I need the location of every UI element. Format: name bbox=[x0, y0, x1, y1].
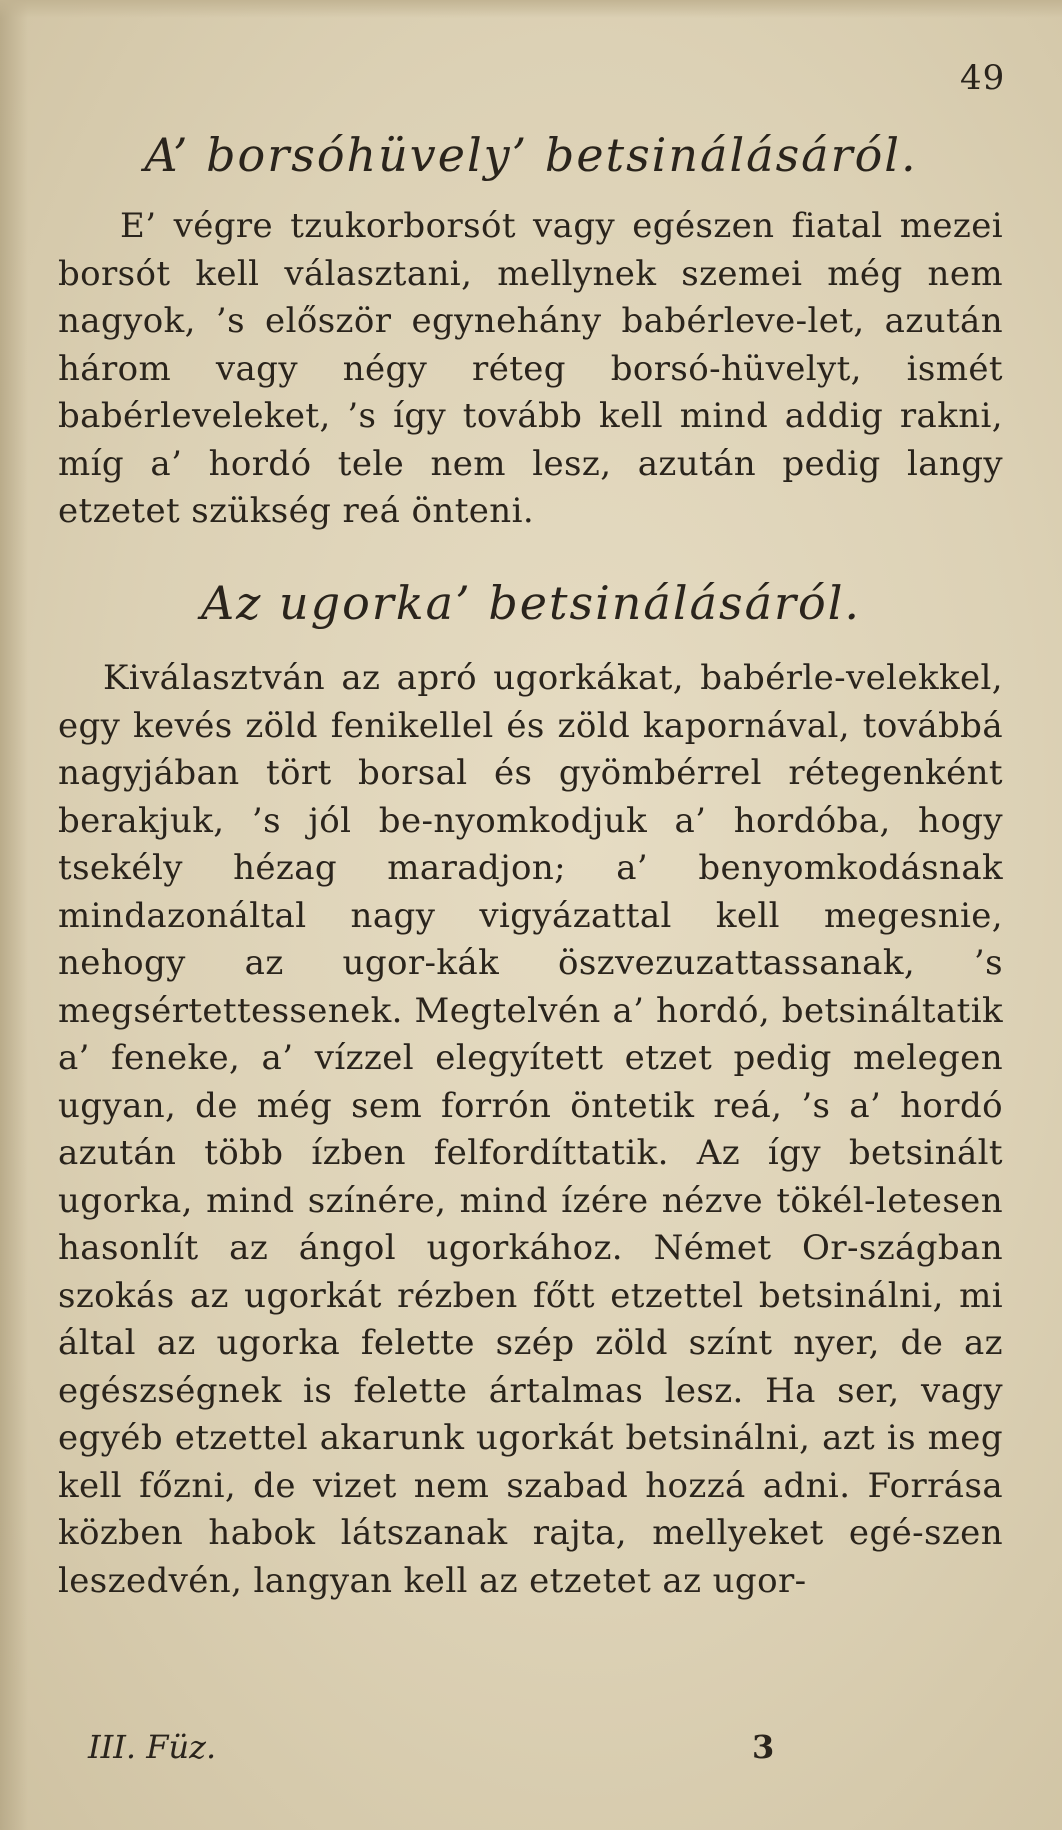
footer-signature: III. Füz. bbox=[88, 1728, 217, 1766]
page-footer bbox=[58, 1728, 1003, 1772]
top-edge-shadow bbox=[0, 0, 1062, 18]
section-heading-cucumber: Az ugorka’ betsinálásáról. bbox=[200, 576, 862, 630]
binding-shadow bbox=[0, 0, 28, 1830]
section-body-cucumber: Kiválasztván az apró ugorkákat, babérle-velekkel, egy kevés zöld fenikellel és zöld kapornával, továbbá nagyjában tört borsal és gyömbérrel rétegenként berakjuk, ’s jól be-nyomkodjuk a’ hordóba, hogy tsekély hézag maradjon; a’ benyomkodásnak mindazonáltal nagy vigyázattal kell megesnie, nehogy az ugor-kák öszvezuzattassanak, ’s megsértettessenek. Megtelvén a’ hordó, betsináltatik a’ feneke, a’ vízzel elegyített etzet pedig melegen ugyan, de még sem forrón öntetik reá, ’s a’ hordó azután több ízben felfordíttatik. Az így betsinált ugorka, mind színére, mind ízére nézve tökél-letesen hasonlít az ángol ugorkához. Német Or-szágban szokás az ugorkát rézben főtt etzettel betsinálni, mi által az ugorka felette szép zöld színt nyer, de az egészségnek is felette ártalmas lesz. Ha ser, vagy egyéb etzettel akarunk ugorkát betsinálni, azt is meg kell főzni, de vizet nem szabad hozzá adni. Forrása közben habok látszanak rajta, mellyeket egé-szen leszedvén, langyan kell az etzetet az ugor- bbox=[58, 658, 1003, 1601]
page-number: 49 bbox=[960, 58, 1006, 98]
footer-sheet-number: 3 bbox=[752, 1728, 775, 1766]
section-body-pea-pods: E’ végre tzukorborsót vagy egészen fiatal mezei borsót kell választani, mellynek szemei még nem nagyok, ’s először egynehány babérleve-let, azután három vagy négy réteg borsó-hüvelyt, ismét babérleveleket, ’s így tovább kell mind addig rakni, míg a’ hordó tele nem lesz, azután pedig langy etzetet szükség reá önteni. bbox=[58, 206, 1003, 531]
section-heading-pea-pods: A’ borsóhüvely’ betsinálásáról. bbox=[144, 128, 918, 182]
